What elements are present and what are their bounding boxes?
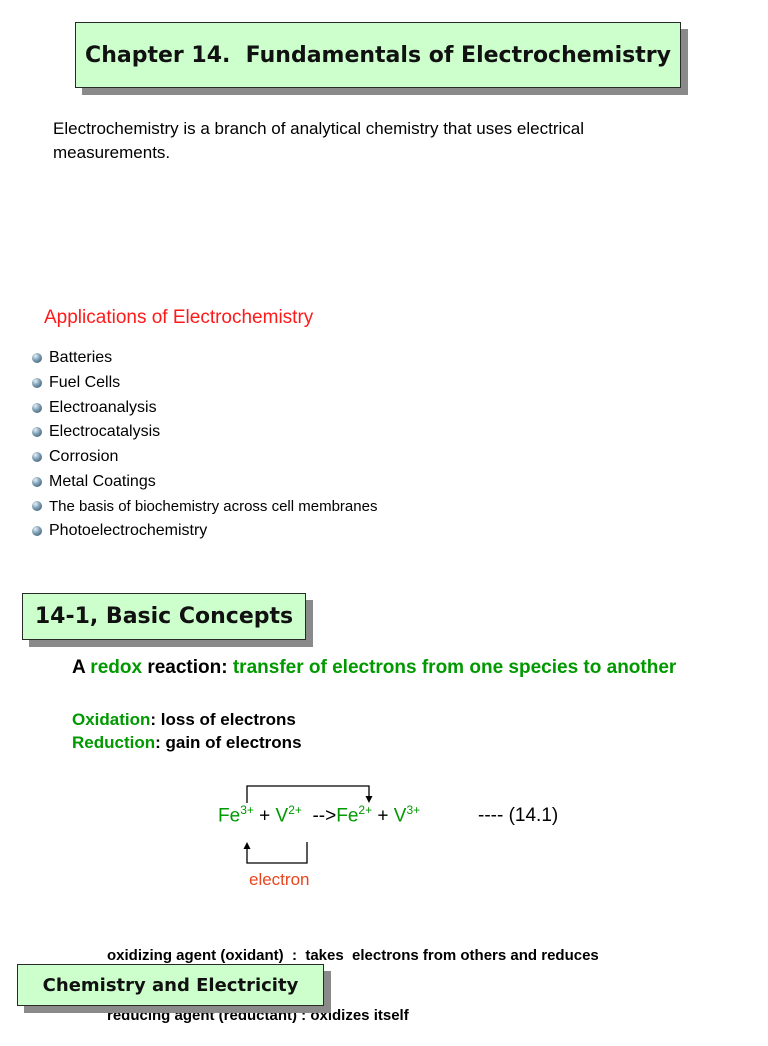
applications-heading: Applications of Electrochemistry: [44, 307, 314, 328]
list-item: Photoelectrochemistry: [32, 519, 377, 544]
list-item: Metal Coatings: [32, 469, 377, 494]
oxidizing-agent-definition: oxidizing agent (oxidant) : takes electrons from others and reduces: [107, 947, 599, 964]
chapter-title: Chapter 14. Fundamentals of Electrochemistry: [75, 22, 681, 88]
list-item: Fuel Cells: [32, 371, 377, 396]
list-item: Electroanalysis: [32, 395, 377, 420]
list-item: Batteries: [32, 346, 377, 371]
electron-label: electron: [249, 870, 310, 889]
next-section-title: Chemistry and Electricity: [17, 964, 324, 1006]
list-item: The basis of biochemistry across cell membranes: [32, 494, 377, 519]
section-title: 14-1, Basic Concepts: [22, 593, 306, 640]
list-item: Electrocatalysis: [32, 420, 377, 445]
intro-paragraph: Electrochemistry is a branch of analytical chemistry that uses electrical measurements.: [53, 119, 584, 162]
oxidation-definition: Oxidation: loss of electrons: [72, 710, 296, 729]
reduction-definition: Reduction: gain of electrons: [72, 733, 302, 752]
redox-equation: $Fe^{3+} + V^{2+}$ $-->Fe^{2+} + V^{3+}$: [218, 803, 421, 827]
list-item: Corrosion: [32, 445, 377, 470]
equation-number: ---- (14.1): [478, 805, 559, 826]
reducing-agent-definition: reducing agent (reductant) : oxidizes itself: [107, 1007, 409, 1024]
redox-definition: A redox reaction: transfer of electrons from one species to another: [72, 657, 677, 678]
